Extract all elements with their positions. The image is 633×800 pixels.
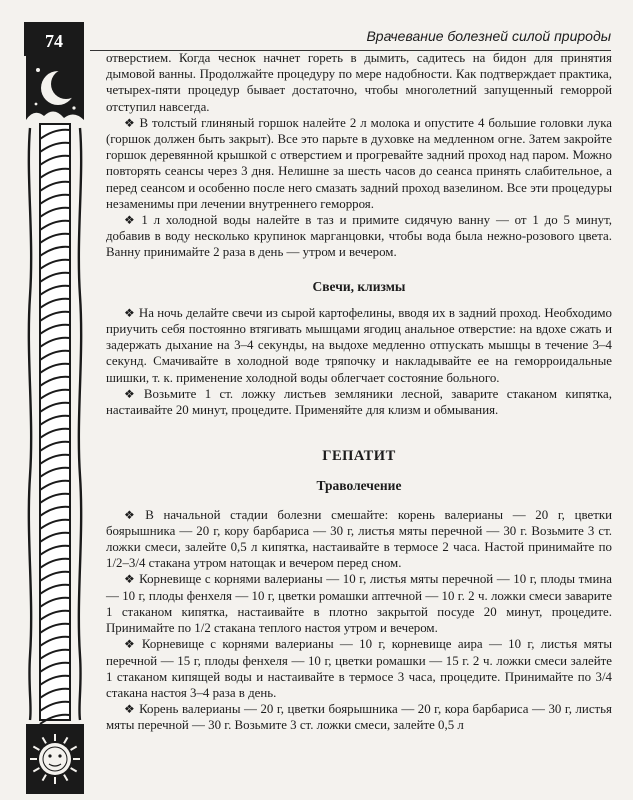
- diamond-bullet-icon: ❖: [124, 386, 140, 401]
- list-item-text: стакана теплого настоя утром и вечером.: [210, 621, 438, 636]
- dose-fraction: 1/2–3/4: [106, 556, 146, 571]
- dose-fraction: 1/2: [194, 621, 211, 636]
- list-item: [106, 636, 612, 701]
- list-item-text: Корень валерианы — 20 г, цветки боярышника — 20 г, кора барбариса — 30 г, листья мяты перечной — 30 г. Возьмите 3 ст. ложки смеси, залейте 0,5 л: [106, 702, 612, 733]
- list-item: [106, 571, 612, 636]
- diamond-bullet-icon: ❖: [124, 115, 136, 130]
- list-item-text: Корневище с корнями валерианы — 10 г, листья мяты перечной — 10 г, плоды тмина — 10 г, плоды фенхеля — 10 г, цветки ромашки аптечной — 10 г. 2 ч. ложки смеси заварите 1 стаканом кипятка, настаивайте в плотно закрытой посуде 20 минут, процедите. Принимайте по: [106, 572, 612, 636]
- list-item: [106, 386, 612, 418]
- list-item: [106, 701, 612, 733]
- diamond-bullet-icon: ❖: [124, 213, 138, 228]
- list-item-text: Возьмите 1 ст. ложку листьев земляники лесной, заварите стаканом кипятка, настаивайте 20 минут, процедите. Применяйте для клизм и обмывания.: [106, 386, 613, 418]
- text-column: [106, 50, 612, 734]
- diamond-bullet-icon: ❖: [124, 572, 136, 587]
- list-item: [106, 115, 612, 212]
- chapter-title: ГЕПАТИТ: [322, 448, 396, 465]
- diamond-bullet-icon: ❖: [124, 702, 136, 717]
- list-item: [106, 212, 612, 261]
- moon-stars-icon: [26, 56, 84, 120]
- dose-fraction: 3/4: [595, 669, 612, 684]
- decorative-border: [24, 56, 86, 796]
- list-item-text: На ночь делайте свечи из сырой картофелины, вводя их в задний проход. Необходимо приучить себя постоянно втягивать мышцами ягодиц анальное отверстие: на вдохе сжать и задержать дыхание на 3–4 секунды, на выдохе медленно отпускать мышцы в течение 3–4 секунд. Смачивайте в холодной воде тряпочку и накладывайте ее на геморроидальные шишки, т. к. применение холодной воды облегчает состояние больного.: [106, 305, 612, 385]
- list-item-text: стакана утром натощак и вечером перед сном.: [145, 556, 402, 571]
- diamond-bullet-icon: ❖: [124, 305, 135, 320]
- diamond-bullet-icon: ❖: [124, 507, 142, 522]
- section-heading-suppositories: Свечи, клизмы: [312, 278, 406, 294]
- intro-paragraph: отверстием. Когда чеснок начнет гореть в дымить, садитесь на бидон для принятия дымовой ванны. Продолжайте процедуру по мере надобности. Как подтверждает практика, четырех-пяти процедур бывает достаточно, чтобы многолетний запущенный геморрой отступил навсегда.: [106, 51, 612, 114]
- list-item-text: Корневище с корнями валерианы — 10 г, корневище аира — 10 г, листья мяты перечной — 15 г, плоды фенхеля — 10 г, цветки ромашки — 15 г. 2 ч. ложки смеси залейте 1 стаканом кипящей воды и настаивайте в термосе 3 часа, процедите. Принимайте по: [106, 637, 612, 684]
- list-item-text: В начальной стадии болезни смешайте: корень валерианы — 20 г, цветки боярышника — 20 г, кору барбариса — 30 г, листья мяты перечной — 30 г. Возьмите 3 ст. ложки смеси, залейте 0,5 л кипятка, настаивайте в термосе 2 часа. Настой принимайте по: [106, 507, 613, 555]
- running-title: Врачевание болезней силой природы: [366, 28, 611, 44]
- list-item: [106, 507, 612, 572]
- list-item-text: 1 л холодной воды налейте в таз и примите сидячую ванну — от 1 до 5 минут, добавив в воду несколько крупинок марганцовки, чтобы вода была нежно-розового цвета. Ванну принимайте 2 раза в день — утром и вечером.: [106, 213, 612, 260]
- list-item-text: В толстый глиняный горшок налейте 2 л молока и опустите 4 большие головки лука (горшок должен быть закрыт). Все это парьте в духовке на медленном огне. Затем закройте горшок деревянной крышкой с отверстием и прогревайте задний проход над паром. Можно повторять сеансы через 3 дня. Нелишне за шесть часов до сеанса принять слабительное, а перед сеансом и особенно после него смазать задний проход вазелином. Все эти процедуры незаменимы при лечении внутреннего геморроя.: [106, 115, 612, 211]
- section-heading-herbal: Траволечение: [316, 478, 402, 494]
- list-item: [106, 305, 612, 386]
- page-number: 74: [24, 22, 84, 60]
- sun-face-icon: [26, 724, 84, 794]
- list-item-text: стакана настоя 3–4 раза в день.: [106, 685, 277, 700]
- diamond-bullet-icon: ❖: [124, 637, 138, 652]
